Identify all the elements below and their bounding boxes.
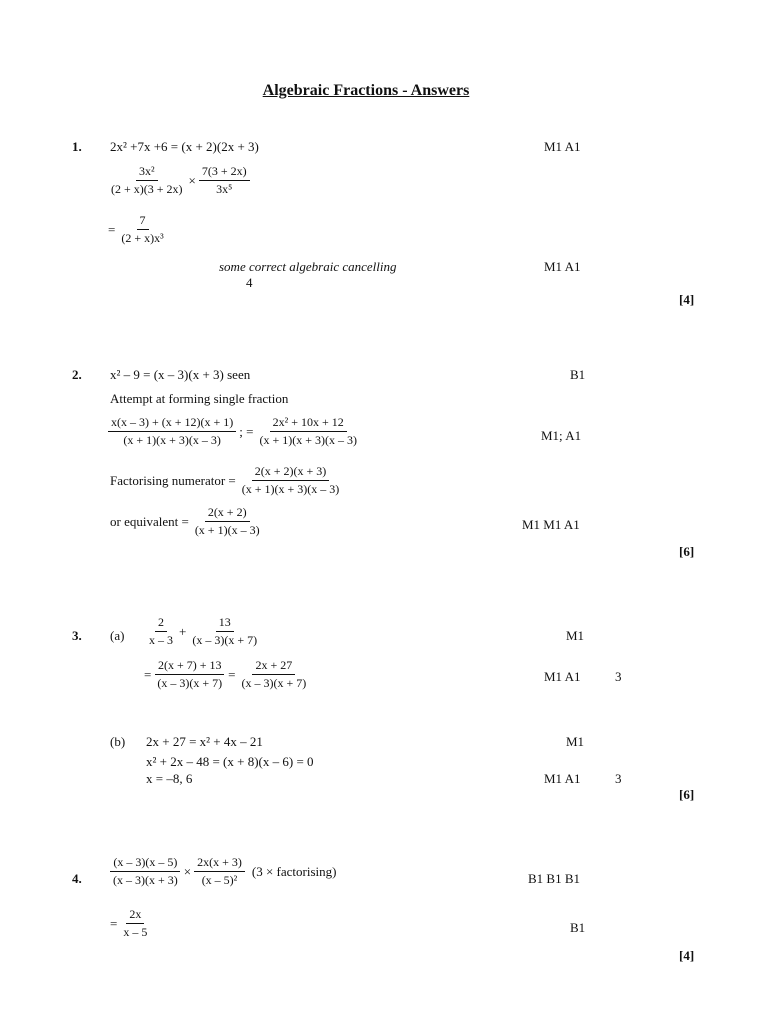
q2-factorising-label: Factorising numerator =: [110, 472, 236, 488]
q3a-fraction-3: [154, 658, 225, 691]
q2-fraction-4: [192, 505, 263, 538]
q1-total-marks: [4]: [679, 292, 695, 307]
q4-equals-sign: =: [110, 915, 118, 931]
question-3-number: 3.: [72, 628, 82, 643]
q2-difference-of-squares-line: x² – 9 = (x – 3)(x + 3) seen: [110, 367, 251, 382]
q4-fraction-1: [110, 855, 181, 888]
q2-fraction-2-denominator: (x + 1)(x + 3)(x – 3): [259, 433, 357, 447]
q3b-marks-1: M1: [566, 734, 585, 749]
q3a-fraction-1: [146, 615, 176, 648]
q1-fraction-1-denominator: (2 + x)(3 + 2x): [111, 182, 183, 196]
q3a-fraction-2: [189, 615, 260, 648]
q3b-equation-line-2: x² + 2x – 48 = (x + 8)(x – 6) = 0: [146, 754, 314, 769]
q2-fraction-4-denominator: (x + 1)(x – 3): [194, 523, 260, 537]
q1-marks-1: M1 A1: [544, 139, 581, 154]
q1-fraction-2-denominator: 3x⁵: [216, 182, 233, 196]
q4-fraction-2: [194, 855, 245, 888]
q4-result-expression: [110, 907, 150, 940]
q1-fraction-1: [108, 164, 186, 197]
q1-fraction-3-numerator: 7: [137, 213, 149, 230]
q3-part-a-label: (a): [110, 628, 125, 643]
q1-fraction-2-numerator: 7(3 + 2x): [199, 164, 250, 181]
q3b-equation-line-1: 2x + 27 = x² + 4x – 21: [146, 734, 263, 749]
q3a-fraction-3-numerator: 2(x + 7) + 13: [155, 658, 225, 675]
q3-part-b-label: (b): [110, 734, 126, 749]
q4-times-sign: ×: [183, 863, 192, 879]
q1-result-expression: [108, 213, 167, 246]
q2-factorising-expression: [110, 464, 342, 497]
question-1-number: 1.: [72, 139, 82, 154]
q2-fraction-1: [108, 415, 236, 448]
q3b-solution-line: x = –8, 6: [146, 771, 193, 786]
q4-product-expression: [110, 855, 336, 888]
q1-fraction-3-denominator: (2 + x)x³: [121, 231, 164, 245]
q3a-fraction-4-denominator: (x – 3)(x + 7): [241, 676, 307, 690]
q1-marks-2: M1 A1: [544, 259, 581, 274]
q1-times-sign: ×: [188, 172, 196, 188]
q1-product-expression: [108, 164, 250, 197]
q2-fraction-4-numerator: 2(x + 2): [205, 505, 250, 522]
q3a-subtotal: 3: [615, 669, 622, 684]
q3a-fraction-1-denominator: x – 3: [149, 633, 173, 647]
q1-fraction-1-numerator: 3x²: [136, 164, 158, 181]
q2-equivalent-expression: [110, 505, 263, 538]
q1-note: some correct algebraic cancelling: [219, 259, 397, 274]
q3b-subtotal: 3: [615, 771, 622, 786]
q1-fraction-3: [118, 213, 166, 246]
q3a-sum-expression: [146, 615, 260, 648]
q2-total-marks: [6]: [679, 544, 695, 559]
q4-marks-1: B1 B1 B1: [528, 871, 581, 886]
q3a-fraction-2-denominator: (x – 3)(x + 7): [192, 633, 258, 647]
q4-fraction-3-denominator: x – 5: [123, 925, 148, 939]
q3a-plus-sign: +: [179, 623, 187, 639]
q3b-marks-2: M1 A1: [544, 771, 581, 786]
q3a-marks-1: M1: [566, 628, 585, 643]
q4-fraction-3-numerator: 2x: [126, 907, 144, 924]
q3a-fraction-1-numerator: 2: [155, 615, 167, 632]
q2-fraction-2-numerator: 2x² + 10x + 12: [270, 415, 347, 432]
q3a-equals-sign-1: =: [144, 666, 152, 682]
q3a-fraction-3-denominator: (x – 3)(x + 7): [157, 676, 223, 690]
q2-marks-3: M1 M1 A1: [522, 517, 580, 532]
q4-fraction-3: [120, 907, 150, 940]
q3-total-marks: [6]: [679, 787, 695, 802]
q3a-fraction-4: [238, 658, 309, 691]
q1-note-number: 4: [246, 275, 253, 290]
q3a-fraction-2-numerator: 13: [216, 615, 234, 632]
page-title: Algebraic Fractions - Answers: [262, 82, 470, 99]
q2-fraction-1-numerator: x(x – 3) + (x + 12)(x + 1): [108, 415, 236, 432]
q4-total-marks: [4]: [679, 948, 695, 963]
q2-fraction-3-denominator: (x + 1)(x + 3)(x – 3): [241, 482, 340, 496]
q2-marks-1: B1: [570, 367, 586, 382]
q2-marks-2: M1; A1: [541, 428, 582, 443]
q2-attempt-line: Attempt at forming single fraction: [110, 391, 289, 406]
question-2-number: 2.: [72, 367, 82, 382]
q4-fraction-2-denominator: (x – 5)²: [201, 873, 238, 887]
q3a-marks-2: M1 A1: [544, 669, 581, 684]
q4-fraction-1-denominator: (x – 3)(x + 3): [113, 873, 178, 887]
q1-fraction-2: [199, 164, 250, 197]
q2-fraction-1-denominator: (x + 1)(x + 3)(x – 3): [123, 433, 221, 447]
q3a-fraction-4-numerator: 2x + 27: [252, 658, 295, 675]
q4-fraction-1-numerator: (x – 3)(x – 5): [110, 855, 180, 872]
q2-separator: ; =: [239, 423, 254, 439]
q2-fraction-3: [239, 464, 343, 497]
q2-single-fraction-expression: [108, 415, 360, 448]
q2-equivalent-label: or equivalent =: [110, 513, 189, 529]
question-4-number: 4.: [72, 871, 82, 886]
q4-fraction-2-numerator: 2x(x + 3): [194, 855, 245, 872]
q1-equals-sign: =: [108, 221, 116, 237]
q2-fraction-2: [256, 415, 360, 448]
q3a-equals-sign-2: =: [228, 666, 236, 682]
q2-fraction-3-numerator: 2(x + 2)(x + 3): [252, 464, 330, 481]
q1-factorisation-line: 2x² +7x +6 = (x + 2)(2x + 3): [110, 139, 259, 154]
q3a-combined-expression: [144, 658, 309, 691]
q4-marks-2: B1: [570, 920, 586, 935]
q4-factorising-note: (3 × factorising): [251, 863, 337, 879]
